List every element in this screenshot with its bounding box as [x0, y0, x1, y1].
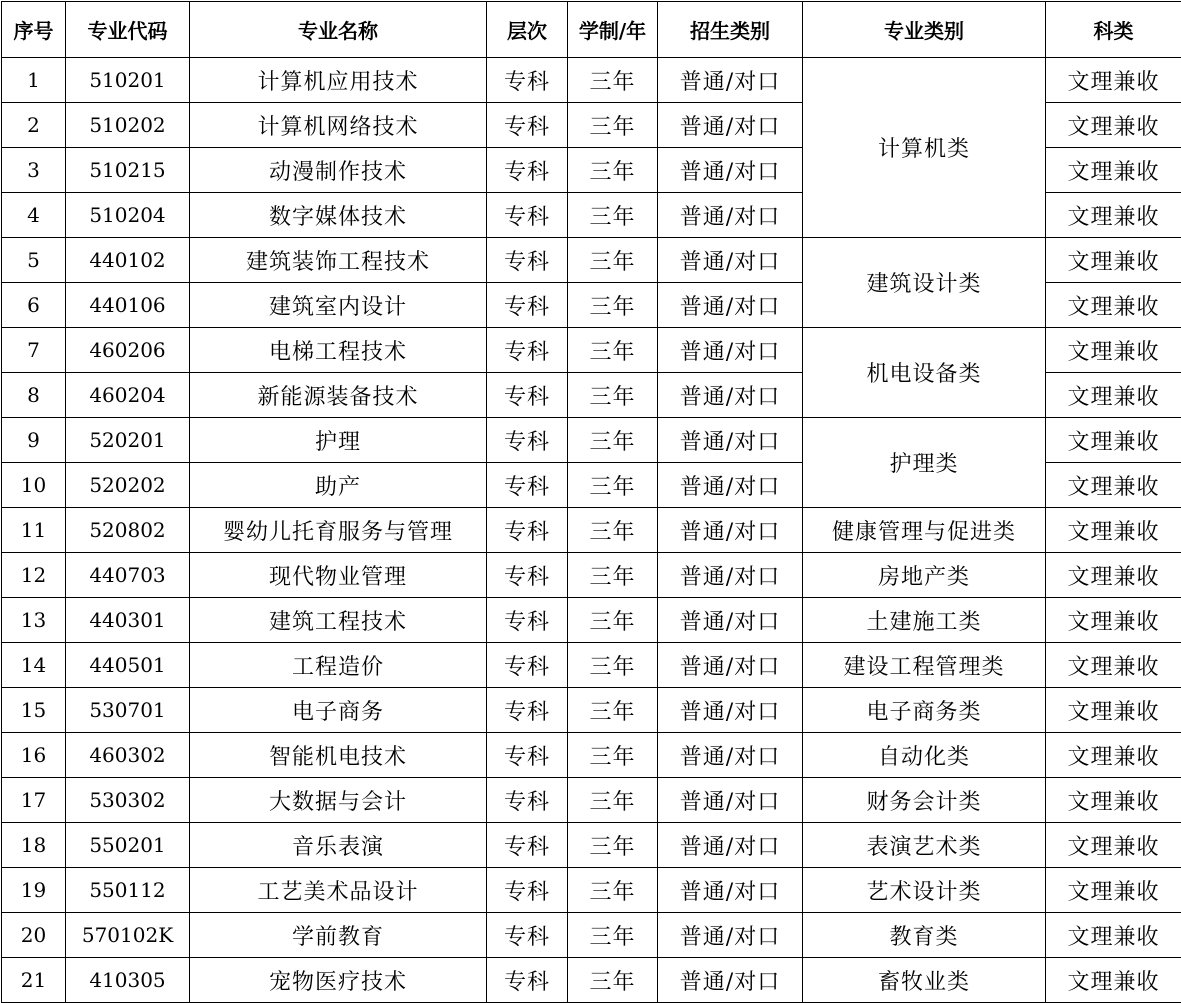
cell-code: 510201 — [66, 58, 190, 103]
header-name: 专业名称 — [190, 2, 487, 58]
cell-enroll-type: 普通/对口 — [658, 373, 803, 418]
cell-major-name: 工程造价 — [190, 643, 487, 688]
cell-level: 专科 — [487, 148, 568, 193]
cell-code: 510215 — [66, 148, 190, 193]
cell-level: 专科 — [487, 418, 568, 463]
cell-index: 15 — [2, 688, 66, 733]
cell-level: 专科 — [487, 733, 568, 778]
cell-code: 520802 — [66, 508, 190, 553]
cell-level: 专科 — [487, 193, 568, 238]
cell-level: 专科 — [487, 598, 568, 643]
cell-subject: 文理兼收 — [1046, 733, 1181, 778]
table-body — [2, 58, 1181, 1003]
cell-code: 520202 — [66, 463, 190, 508]
cell-enroll-type: 普通/对口 — [658, 913, 803, 958]
cell-enroll-type: 普通/对口 — [658, 463, 803, 508]
table-row — [2, 328, 1181, 373]
cell-category: 自动化类 — [803, 733, 1046, 778]
cell-index: 1 — [2, 58, 66, 103]
cell-enroll-type: 普通/对口 — [658, 193, 803, 238]
cell-subject: 文理兼收 — [1046, 373, 1181, 418]
header-enroll-type: 招生类别 — [658, 2, 803, 58]
header-row — [2, 2, 1181, 58]
cell-enroll-type: 普通/对口 — [658, 148, 803, 193]
cell-level: 专科 — [487, 823, 568, 868]
cell-index: 19 — [2, 868, 66, 913]
header-index: 序号 — [2, 2, 66, 58]
cell-subject: 文理兼收 — [1046, 103, 1181, 148]
cell-index: 3 — [2, 148, 66, 193]
cell-code: 510204 — [66, 193, 190, 238]
cell-major-name: 护理 — [190, 418, 487, 463]
cell-subject: 文理兼收 — [1046, 193, 1181, 238]
cell-code: 460302 — [66, 733, 190, 778]
cell-enroll-type: 普通/对口 — [658, 778, 803, 823]
cell-level: 专科 — [487, 913, 568, 958]
cell-code: 460206 — [66, 328, 190, 373]
cell-level: 专科 — [487, 103, 568, 148]
cell-code: 550201 — [66, 823, 190, 868]
cell-code: 440501 — [66, 643, 190, 688]
cell-code: 440703 — [66, 553, 190, 598]
cell-level: 专科 — [487, 688, 568, 733]
cell-major-name: 工艺美术品设计 — [190, 868, 487, 913]
table-row — [2, 733, 1181, 778]
cell-index: 5 — [2, 238, 66, 283]
cell-major-name: 婴幼儿托育服务与管理 — [190, 508, 487, 553]
cell-subject: 文理兼收 — [1046, 823, 1181, 868]
table-row — [2, 778, 1181, 823]
cell-enroll-type: 普通/对口 — [658, 238, 803, 283]
cell-level: 专科 — [487, 328, 568, 373]
cell-major-name: 宠物医疗技术 — [190, 958, 487, 1003]
cell-level: 专科 — [487, 373, 568, 418]
cell-category: 计算机类 — [803, 58, 1046, 238]
cell-years: 三年 — [568, 643, 658, 688]
cell-level: 专科 — [487, 868, 568, 913]
cell-index: 21 — [2, 958, 66, 1003]
table-row — [2, 688, 1181, 733]
cell-category: 土建施工类 — [803, 598, 1046, 643]
cell-subject: 文理兼收 — [1046, 868, 1181, 913]
cell-enroll-type: 普通/对口 — [658, 58, 803, 103]
cell-major-name: 助产 — [190, 463, 487, 508]
cell-years: 三年 — [568, 238, 658, 283]
cell-years: 三年 — [568, 193, 658, 238]
cell-level: 专科 — [487, 238, 568, 283]
cell-subject: 文理兼收 — [1046, 148, 1181, 193]
table-row — [2, 553, 1181, 598]
cell-major-name: 现代物业管理 — [190, 553, 487, 598]
cell-major-name: 新能源装备技术 — [190, 373, 487, 418]
cell-years: 三年 — [568, 913, 658, 958]
cell-enroll-type: 普通/对口 — [658, 958, 803, 1003]
cell-index: 17 — [2, 778, 66, 823]
cell-level: 专科 — [487, 58, 568, 103]
cell-major-name: 音乐表演 — [190, 823, 487, 868]
cell-enroll-type: 普通/对口 — [658, 733, 803, 778]
cell-code: 510202 — [66, 103, 190, 148]
cell-code: 440106 — [66, 283, 190, 328]
cell-years: 三年 — [568, 148, 658, 193]
cell-enroll-type: 普通/对口 — [658, 688, 803, 733]
cell-code: 530701 — [66, 688, 190, 733]
cell-subject: 文理兼收 — [1046, 778, 1181, 823]
cell-years: 三年 — [568, 598, 658, 643]
cell-index: 12 — [2, 553, 66, 598]
cell-enroll-type: 普通/对口 — [658, 553, 803, 598]
cell-code: 440301 — [66, 598, 190, 643]
cell-major-name: 建筑装饰工程技术 — [190, 238, 487, 283]
cell-code: 520201 — [66, 418, 190, 463]
major-table — [1, 1, 1181, 1003]
table-row — [2, 823, 1181, 868]
cell-years: 三年 — [568, 553, 658, 598]
cell-enroll-type: 普通/对口 — [658, 328, 803, 373]
cell-years: 三年 — [568, 733, 658, 778]
cell-years: 三年 — [568, 463, 658, 508]
table-row — [2, 418, 1181, 463]
cell-years: 三年 — [568, 958, 658, 1003]
table-row — [2, 238, 1181, 283]
table-row — [2, 643, 1181, 688]
cell-code: 550112 — [66, 868, 190, 913]
cell-index: 7 — [2, 328, 66, 373]
cell-major-name: 建筑室内设计 — [190, 283, 487, 328]
cell-subject: 文理兼收 — [1046, 283, 1181, 328]
cell-category: 畜牧业类 — [803, 958, 1046, 1003]
cell-enroll-type: 普通/对口 — [658, 643, 803, 688]
cell-level: 专科 — [487, 508, 568, 553]
cell-category: 艺术设计类 — [803, 868, 1046, 913]
cell-subject: 文理兼收 — [1046, 508, 1181, 553]
cell-subject: 文理兼收 — [1046, 598, 1181, 643]
cell-level: 专科 — [487, 958, 568, 1003]
cell-enroll-type: 普通/对口 — [658, 508, 803, 553]
cell-major-name: 动漫制作技术 — [190, 148, 487, 193]
cell-code: 530302 — [66, 778, 190, 823]
cell-level: 专科 — [487, 643, 568, 688]
cell-subject: 文理兼收 — [1046, 913, 1181, 958]
cell-category: 教育类 — [803, 913, 1046, 958]
cell-enroll-type: 普通/对口 — [658, 283, 803, 328]
cell-years: 三年 — [568, 823, 658, 868]
cell-major-name: 大数据与会计 — [190, 778, 487, 823]
cell-years: 三年 — [568, 103, 658, 148]
cell-subject: 文理兼收 — [1046, 238, 1181, 283]
cell-years: 三年 — [568, 283, 658, 328]
header-code: 专业代码 — [66, 2, 190, 58]
cell-index: 16 — [2, 733, 66, 778]
cell-major-name: 数字媒体技术 — [190, 193, 487, 238]
cell-index: 6 — [2, 283, 66, 328]
cell-major-name: 电子商务 — [190, 688, 487, 733]
cell-index: 18 — [2, 823, 66, 868]
cell-level: 专科 — [487, 463, 568, 508]
cell-major-name: 电梯工程技术 — [190, 328, 487, 373]
cell-code: 570102K — [66, 913, 190, 958]
header-level: 层次 — [487, 2, 568, 58]
cell-years: 三年 — [568, 328, 658, 373]
cell-enroll-type: 普通/对口 — [658, 823, 803, 868]
cell-code: 440102 — [66, 238, 190, 283]
cell-category: 财务会计类 — [803, 778, 1046, 823]
cell-category: 表演艺术类 — [803, 823, 1046, 868]
cell-years: 三年 — [568, 868, 658, 913]
cell-subject: 文理兼收 — [1046, 958, 1181, 1003]
table-row — [2, 58, 1181, 103]
cell-enroll-type: 普通/对口 — [658, 868, 803, 913]
cell-category: 机电设备类 — [803, 328, 1046, 418]
cell-major-name: 建筑工程技术 — [190, 598, 487, 643]
cell-subject: 文理兼收 — [1046, 418, 1181, 463]
cell-index: 20 — [2, 913, 66, 958]
cell-level: 专科 — [487, 553, 568, 598]
cell-major-name: 计算机应用技术 — [190, 58, 487, 103]
cell-category: 护理类 — [803, 418, 1046, 508]
cell-years: 三年 — [568, 58, 658, 103]
cell-index: 8 — [2, 373, 66, 418]
cell-category: 健康管理与促进类 — [803, 508, 1046, 553]
cell-index: 9 — [2, 418, 66, 463]
cell-code: 460204 — [66, 373, 190, 418]
cell-subject: 文理兼收 — [1046, 328, 1181, 373]
cell-subject: 文理兼收 — [1046, 688, 1181, 733]
cell-major-name: 计算机网络技术 — [190, 103, 487, 148]
cell-major-name: 学前教育 — [190, 913, 487, 958]
cell-level: 专科 — [487, 778, 568, 823]
cell-enroll-type: 普通/对口 — [658, 598, 803, 643]
cell-index: 2 — [2, 103, 66, 148]
table-header — [2, 2, 1181, 58]
cell-years: 三年 — [568, 418, 658, 463]
cell-category: 建筑设计类 — [803, 238, 1046, 328]
header-category: 专业类别 — [803, 2, 1046, 58]
cell-category: 建设工程管理类 — [803, 643, 1046, 688]
cell-index: 13 — [2, 598, 66, 643]
cell-level: 专科 — [487, 283, 568, 328]
cell-index: 10 — [2, 463, 66, 508]
header-subject: 科类 — [1046, 2, 1181, 58]
cell-subject: 文理兼收 — [1046, 643, 1181, 688]
cell-years: 三年 — [568, 508, 658, 553]
table-row — [2, 958, 1181, 1003]
table-row — [2, 868, 1181, 913]
table-row — [2, 913, 1181, 958]
cell-years: 三年 — [568, 373, 658, 418]
cell-code: 410305 — [66, 958, 190, 1003]
cell-years: 三年 — [568, 688, 658, 733]
table-row — [2, 598, 1181, 643]
cell-subject: 文理兼收 — [1046, 58, 1181, 103]
header-years: 学制/年 — [568, 2, 658, 58]
cell-index: 4 — [2, 193, 66, 238]
cell-enroll-type: 普通/对口 — [658, 418, 803, 463]
cell-category: 房地产类 — [803, 553, 1046, 598]
cell-index: 11 — [2, 508, 66, 553]
cell-category: 电子商务类 — [803, 688, 1046, 733]
cell-subject: 文理兼收 — [1046, 553, 1181, 598]
table-row — [2, 508, 1181, 553]
cell-major-name: 智能机电技术 — [190, 733, 487, 778]
cell-subject: 文理兼收 — [1046, 463, 1181, 508]
cell-index: 14 — [2, 643, 66, 688]
cell-years: 三年 — [568, 778, 658, 823]
cell-enroll-type: 普通/对口 — [658, 103, 803, 148]
